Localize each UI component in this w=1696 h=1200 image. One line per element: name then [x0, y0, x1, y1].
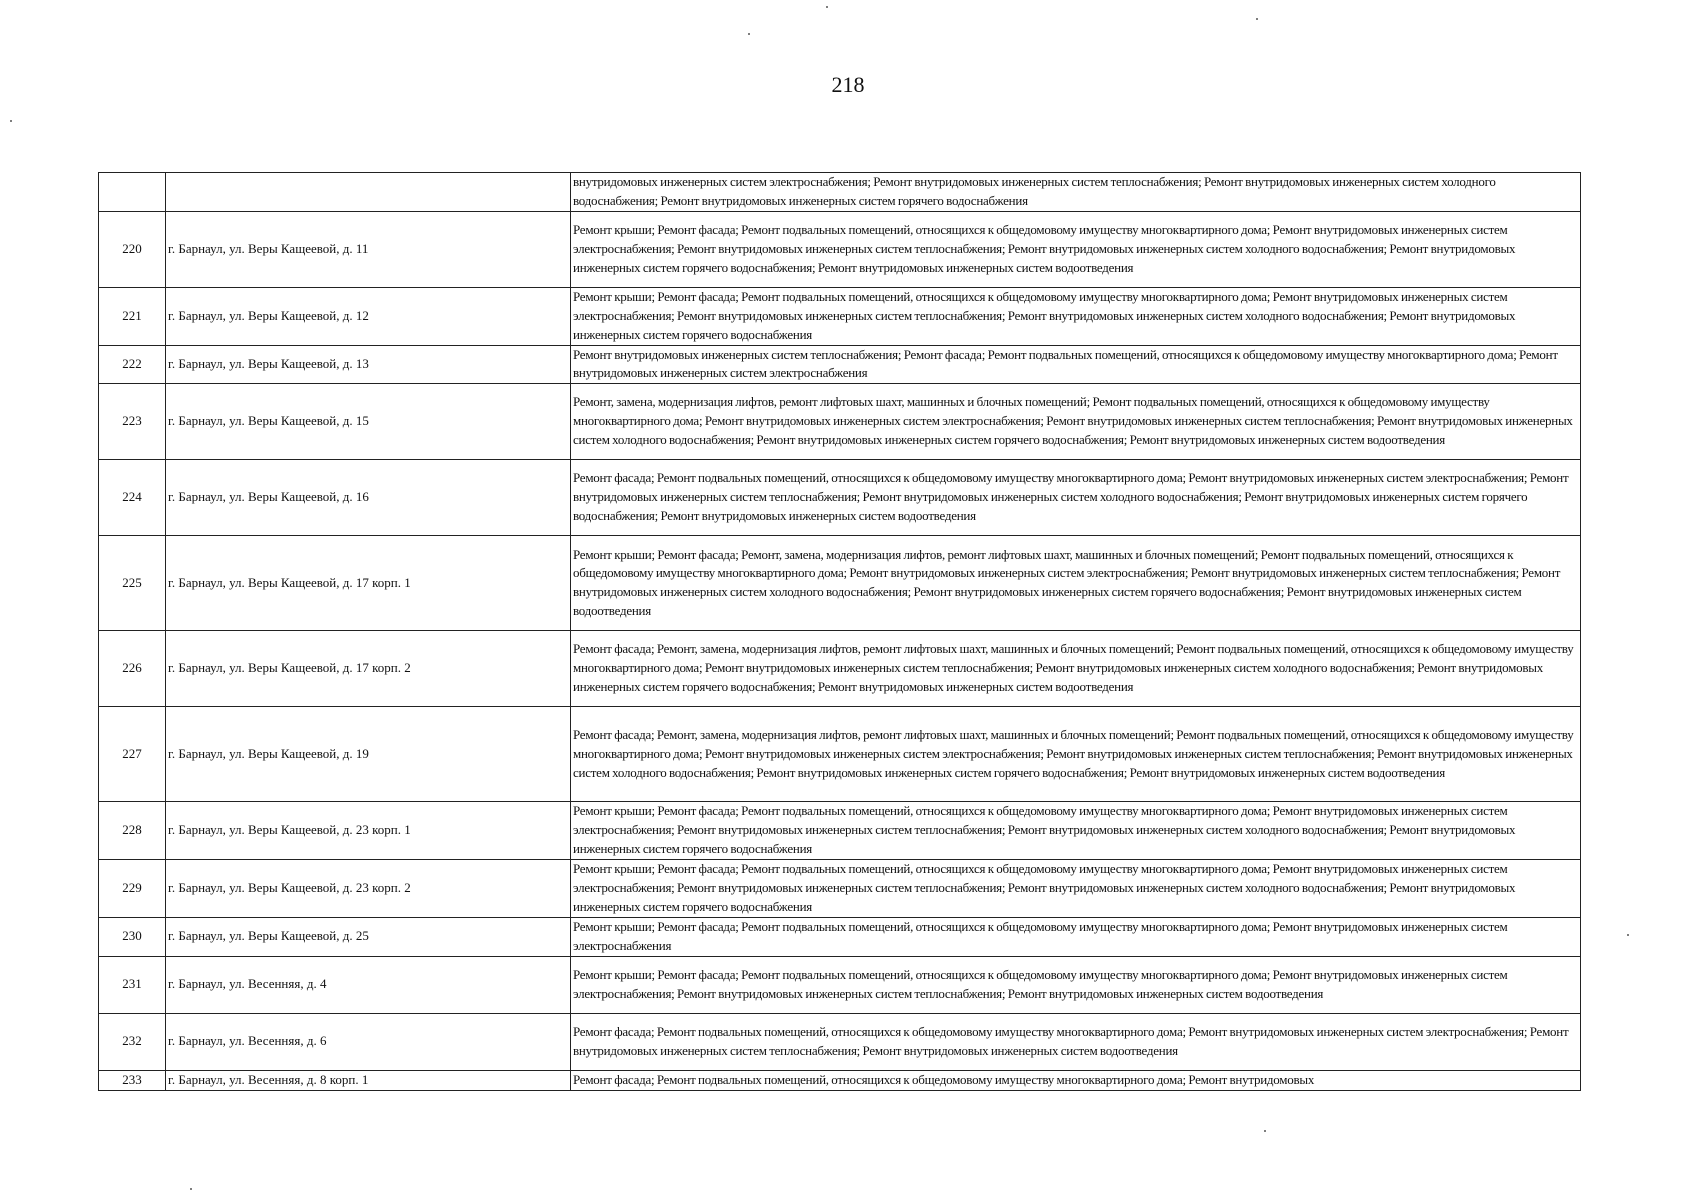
- table-row: [99, 460, 1581, 536]
- row-address: [166, 173, 571, 212]
- row-works: Ремонт крыши; Ремонт фасада; Ремонт подвальных помещений, относящихся к общедомовому имуществу многоквартирного дома; Ремонт внутридомовых инженерных систем электроснабжения; Ремонт внутридомовых инженерных систем теплоснабжения; Ремонт внутридомовых инженерных систем холодного водоснабжения; Ремонт внутридомовых инженерных систем горячего водоснабжения: [571, 802, 1581, 860]
- row-address: г. Барнаул, ул. Веры Кащеевой, д. 25: [166, 917, 571, 956]
- row-works: Ремонт внутридомовых инженерных систем теплоснабжения; Ремонт фасада; Ремонт подвальных помещений, относящихся к общедомовому имуществу многоквартирного дома; Ремонт внутридомовых инженерных систем электроснабжения: [571, 345, 1581, 384]
- row-address: г. Барнаул, ул. Веры Кащеевой, д. 17 корп. 2: [166, 631, 571, 707]
- row-number: 223: [99, 384, 166, 460]
- row-works: Ремонт крыши; Ремонт фасада; Ремонт подвальных помещений, относящихся к общедомовому имуществу многоквартирного дома; Ремонт внутридомовых инженерных систем электроснабжения: [571, 917, 1581, 956]
- table-row: [99, 173, 1581, 212]
- row-address: г. Барнаул, ул. Веры Кащеевой, д. 13: [166, 345, 571, 384]
- table-row: [99, 536, 1581, 631]
- row-number: 226: [99, 631, 166, 707]
- row-number: [99, 173, 166, 212]
- row-address: г. Барнаул, ул. Веры Кащеевой, д. 11: [166, 211, 571, 287]
- table-row: [99, 917, 1581, 956]
- row-works: Ремонт фасада; Ремонт, замена, модернизация лифтов, ремонт лифтовых шахт, машинных и блочных помещений; Ремонт подвальных помещений, относящихся к общедомовому имуществу многоквартирного дома; Ремонт внутридомовых инженерных систем теплоснабжения; Ремонт внутридомовых инженерных систем холодного водоснабжения; Ремонт внутридомовых инженерных систем горячего водоснабжения; Ремонт внутридомовых инженерных систем водоотведения: [571, 631, 1581, 707]
- row-number: 224: [99, 460, 166, 536]
- table-row: [99, 287, 1581, 345]
- row-works: Ремонт, замена, модернизация лифтов, ремонт лифтовых шахт, машинных и блочных помещений; Ремонт подвальных помещений, относящихся к общедомовому имуществу многоквартирного дома; Ремонт внутридомовых инженерных систем электроснабжения; Ремонт внутридомовых инженерных систем теплоснабжения; Ремонт внутридомовых инженерных систем холодного водоснабжения; Ремонт внутридомовых инженерных систем горячего водоснабжения; Ремонт внутридомовых инженерных систем водоотведения: [571, 384, 1581, 460]
- row-number: 227: [99, 707, 166, 802]
- scan-speck: [10, 120, 12, 122]
- row-address: г. Барнаул, ул. Веры Кащеевой, д. 15: [166, 384, 571, 460]
- row-number: 233: [99, 1070, 166, 1090]
- table-row: [99, 345, 1581, 384]
- row-address: г. Барнаул, ул. Веры Кащеевой, д. 17 корп. 1: [166, 536, 571, 631]
- table-row: [99, 211, 1581, 287]
- table-row: [99, 956, 1581, 1013]
- table-row: [99, 1013, 1581, 1070]
- row-works: Ремонт крыши; Ремонт фасада; Ремонт, замена, модернизация лифтов, ремонт лифтовых шахт, машинных и блочных помещений; Ремонт подвальных помещений, относящихся к общедомовому имуществу многоквартирного дома; Ремонт внутридомовых инженерных систем электроснабжения; Ремонт внутридомовых инженерных систем теплоснабжения; Ремонт внутридомовых инженерных систем холодного водоснабжения; Ремонт внутридомовых инженерных систем горячего водоснабжения; Ремонт внутридомовых инженерных систем водоотведения: [571, 536, 1581, 631]
- row-number: 232: [99, 1013, 166, 1070]
- table-row: [99, 802, 1581, 860]
- row-number: 220: [99, 211, 166, 287]
- row-address: г. Барнаул, ул. Веры Кащеевой, д. 23 корп. 1: [166, 802, 571, 860]
- row-works: Ремонт крыши; Ремонт фасада; Ремонт подвальных помещений, относящихся к общедомовому имуществу многоквартирного дома; Ремонт внутридомовых инженерных систем электроснабжения; Ремонт внутридомовых инженерных систем теплоснабжения; Ремонт внутридомовых инженерных систем холодного водоснабжения; Ремонт внутридомовых инженерных систем горячего водоснабжения: [571, 287, 1581, 345]
- row-address: г. Барнаул, ул. Веры Кащеевой, д. 16: [166, 460, 571, 536]
- table-body: [99, 173, 1581, 1091]
- row-number: 231: [99, 956, 166, 1013]
- table-row: [99, 1070, 1581, 1090]
- scan-speck: [1627, 934, 1629, 936]
- row-number: 225: [99, 536, 166, 631]
- row-address: г. Барнаул, ул. Веры Кащеевой, д. 19: [166, 707, 571, 802]
- row-number: 228: [99, 802, 166, 860]
- row-works: Ремонт крыши; Ремонт фасада; Ремонт подвальных помещений, относящихся к общедомовому имуществу многоквартирного дома; Ремонт внутридомовых инженерных систем электроснабжения; Ремонт внутридомовых инженерных систем теплоснабжения; Ремонт внутридомовых инженерных систем холодного водоснабжения; Ремонт внутридомовых инженерных систем горячего водоснабжения: [571, 860, 1581, 918]
- table-row: [99, 860, 1581, 918]
- row-address: г. Барнаул, ул. Весенняя, д. 8 корп. 1: [166, 1070, 571, 1090]
- table-row: [99, 631, 1581, 707]
- row-number: 221: [99, 287, 166, 345]
- row-works: Ремонт фасада; Ремонт, замена, модернизация лифтов, ремонт лифтовых шахт, машинных и блочных помещений; Ремонт подвальных помещений, относящихся к общедомовому имуществу многоквартирного дома; Ремонт внутридомовых инженерных систем электроснабжения; Ремонт внутридомовых инженерных систем теплоснабжения; Ремонт внутридомовых инженерных систем холодного водоснабжения; Ремонт внутридомовых инженерных систем горячего водоснабжения; Ремонт внутридомовых инженерных систем водоотведения: [571, 707, 1581, 802]
- row-number: 229: [99, 860, 166, 918]
- row-works: Ремонт крыши; Ремонт фасада; Ремонт подвальных помещений, относящихся к общедомовому имуществу многоквартирного дома; Ремонт внутридомовых инженерных систем электроснабжения; Ремонт внутридомовых инженерных систем теплоснабжения; Ремонт внутридомовых инженерных систем водоотведения: [571, 956, 1581, 1013]
- row-address: г. Барнаул, ул. Весенняя, д. 6: [166, 1013, 571, 1070]
- row-works: Ремонт крыши; Ремонт фасада; Ремонт подвальных помещений, относящихся к общедомовому имуществу многоквартирного дома; Ремонт внутридомовых инженерных систем электроснабжения; Ремонт внутридомовых инженерных систем теплоснабжения; Ремонт внутридомовых инженерных систем холодного водоснабжения; Ремонт внутридомовых инженерных систем горячего водоснабжения; Ремонт внутридомовых инженерных систем водоотведения: [571, 211, 1581, 287]
- repair-works-table: [98, 172, 1581, 1091]
- scan-speck: [1256, 18, 1258, 20]
- row-address: г. Барнаул, ул. Веры Кащеевой, д. 23 корп. 2: [166, 860, 571, 918]
- table-row: [99, 707, 1581, 802]
- scan-speck: [1264, 1130, 1266, 1132]
- row-works: Ремонт фасада; Ремонт подвальных помещений, относящихся к общедомовому имуществу многоквартирного дома; Ремонт внутридомовых инженерных систем электроснабжения; Ремонт внутридомовых инженерных систем теплоснабжения; Ремонт внутридомовых инженерных систем водоотведения: [571, 1013, 1581, 1070]
- row-number: 230: [99, 917, 166, 956]
- row-address: г. Барнаул, ул. Весенняя, д. 4: [166, 956, 571, 1013]
- table-row: [99, 384, 1581, 460]
- page-number: 218: [831, 72, 865, 97]
- row-works: Ремонт фасада; Ремонт подвальных помещений, относящихся к общедомовому имуществу многоквартирного дома; Ремонт внутридомовых инженерных систем электроснабжения; Ремонт внутридомовых инженерных систем теплоснабжения; Ремонт внутридомовых инженерных систем холодного водоснабжения; Ремонт внутридомовых инженерных систем горячего водоснабжения; Ремонт внутридомовых инженерных систем водоотведения: [571, 460, 1581, 536]
- row-number: 222: [99, 345, 166, 384]
- scan-speck: [826, 6, 828, 8]
- row-address: г. Барнаул, ул. Веры Кащеевой, д. 12: [166, 287, 571, 345]
- scan-speck: [748, 33, 750, 35]
- scan-speck: [190, 1188, 192, 1190]
- row-works: внутридомовых инженерных систем электроснабжения; Ремонт внутридомовых инженерных систем теплоснабжения; Ремонт внутридомовых инженерных систем холодного водоснабжения; Ремонт внутридомовых инженерных систем горячего водоснабжения: [571, 173, 1581, 212]
- row-works: Ремонт фасада; Ремонт подвальных помещений, относящихся к общедомовому имуществу многоквартирного дома; Ремонт внутридомовых: [571, 1070, 1581, 1090]
